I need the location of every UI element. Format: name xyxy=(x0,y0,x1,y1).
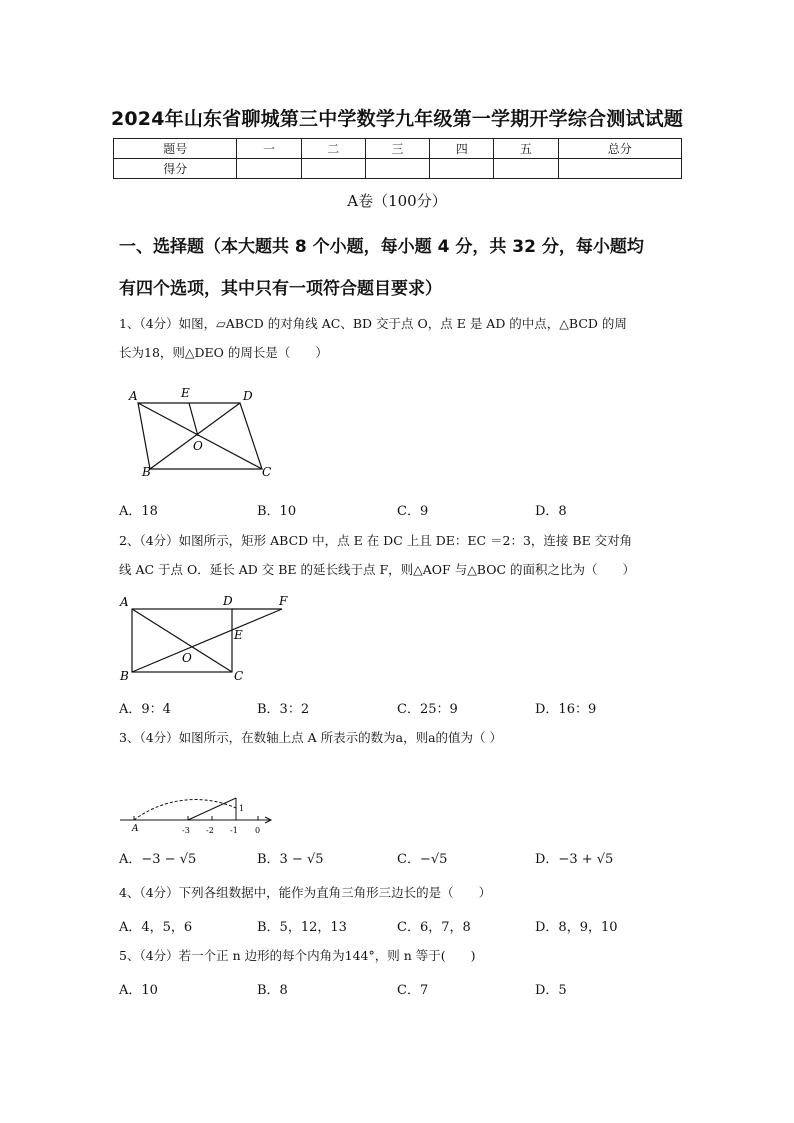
part1-heading-line1: 一、选择题（本大题共 8 个小题，每小题 4 分，共 32 分，每小题均 xyxy=(119,237,644,257)
figure-label-o: O xyxy=(193,439,203,453)
option-c[interactable]: C．25：9 xyxy=(397,702,458,717)
option-a[interactable]: A．18 xyxy=(119,504,158,519)
figure-label-d: D xyxy=(243,389,253,403)
score-cell xyxy=(237,159,301,179)
question-1-stem-line1: 1、（4分）如图，▱ABCD 的对角线 AC、BD 交于点 O，点 E 是 AD 的中点，△BCD 的周 xyxy=(119,316,627,331)
figure-label-a: A xyxy=(120,595,129,609)
option-a[interactable]: A．10 xyxy=(119,983,158,998)
question-3-stem: 3、（4分）如图所示，在数轴上点 A 所表示的数为a，则a的值为（ ） xyxy=(119,730,503,745)
question-5-stem: 5、（4分）若一个正 n 边形的每个内角为144°，则 n 等于( ) xyxy=(119,948,476,963)
option-c[interactable]: C．−√5 xyxy=(397,852,448,867)
question-1-options xyxy=(119,500,679,520)
question-2-rectangle-figure xyxy=(115,592,300,684)
question-2-options xyxy=(119,698,679,718)
question-4-stem: 4、（4分）下列各组数据中，能作为直角三角形三边长的是（ ） xyxy=(119,885,492,900)
score-table xyxy=(113,138,682,179)
tick-label-0: 0 xyxy=(255,826,261,835)
option-b[interactable]: B．5，12，13 xyxy=(257,920,347,935)
figure-label-a: A xyxy=(129,389,138,403)
option-d[interactable]: D．8，9，10 xyxy=(535,920,618,935)
score-header-cell: 总分 xyxy=(558,139,681,159)
score-cell xyxy=(301,159,365,179)
figure-label-b: B xyxy=(120,669,129,683)
option-d[interactable]: D．16：9 xyxy=(535,702,597,717)
tick-label-minus-2: -2 xyxy=(206,826,214,835)
section-a-heading: A卷（100分） xyxy=(347,192,447,210)
option-a[interactable]: A．4，5，6 xyxy=(119,920,193,935)
question-1-stem xyxy=(119,309,681,367)
figure-label-d: D xyxy=(223,594,233,608)
score-cell xyxy=(494,159,558,179)
option-c[interactable]: C．9 xyxy=(397,504,429,519)
page-title: 2024年山东省聊城第三中学数学九年级第一学期开学综合测试试题 xyxy=(110,108,684,130)
question-3-options xyxy=(119,848,679,868)
score-cell xyxy=(558,159,681,179)
score-row-label: 得分 xyxy=(114,159,237,179)
score-cell xyxy=(430,159,494,179)
score-header-cell: 四 xyxy=(430,139,494,159)
part1-heading xyxy=(119,226,679,310)
height-label-1: 1 xyxy=(239,804,245,813)
option-b[interactable]: B．8 xyxy=(257,983,288,998)
figure-label-o: O xyxy=(182,651,192,665)
question-4-options xyxy=(119,916,679,936)
figure-label-e: E xyxy=(181,386,190,400)
score-header-cell: 一 xyxy=(237,139,301,159)
option-a[interactable]: A．−3 − √5 xyxy=(119,852,197,867)
option-b[interactable]: B．3 − √5 xyxy=(257,852,324,867)
tick-label-minus-1: -1 xyxy=(230,826,238,835)
option-b[interactable]: B．10 xyxy=(257,504,297,519)
option-c[interactable]: C．7 xyxy=(397,983,429,998)
score-cell xyxy=(365,159,429,179)
question-2-stem-line1: 2、（4分）如图所示，矩形 ABCD 中，点 E 在 DC 上且 DE：EC ＝2：3，连接 BE 交对角 xyxy=(119,533,633,548)
score-table-score-row xyxy=(114,159,682,179)
figure-label-c: C xyxy=(234,669,244,683)
question-3-number-line-figure xyxy=(118,754,278,836)
figure-label-e: E xyxy=(234,628,243,642)
figure-label-c: C xyxy=(262,465,272,479)
question-1-stem-line2: 长为18，则△DEO 的周长是（ ） xyxy=(119,345,328,360)
question-5-options xyxy=(119,979,679,999)
option-a[interactable]: A．9：4 xyxy=(119,702,171,717)
score-header-cell: 五 xyxy=(494,139,558,159)
tick-label-minus-3: -3 xyxy=(182,826,190,835)
part1-heading-line2: 有四个选项，其中只有一项符合题目要求） xyxy=(119,279,442,299)
question-2-stem-line2: 线 AC 于点 O．延长 AD 交 BE 的延长线于点 F，则△AOF 与△BOC 的面积之比为（ ） xyxy=(119,562,636,577)
score-header-cell: 二 xyxy=(301,139,365,159)
score-header-cell: 三 xyxy=(365,139,429,159)
option-c[interactable]: C．6，7，8 xyxy=(397,920,471,935)
number-line-label-a: A xyxy=(132,824,139,834)
option-d[interactable]: D．8 xyxy=(535,504,567,519)
option-d[interactable]: D．5 xyxy=(535,983,567,998)
option-b[interactable]: B．3：2 xyxy=(257,702,310,717)
question-2-stem xyxy=(119,526,681,584)
figure-label-b: B xyxy=(142,465,151,479)
score-table-header-row xyxy=(114,139,682,159)
score-header-cell: 题号 xyxy=(114,139,237,159)
figure-label-f: F xyxy=(279,594,288,608)
option-d[interactable]: D．−3 + √5 xyxy=(535,852,614,867)
question-1-parallelogram-figure xyxy=(120,383,280,479)
